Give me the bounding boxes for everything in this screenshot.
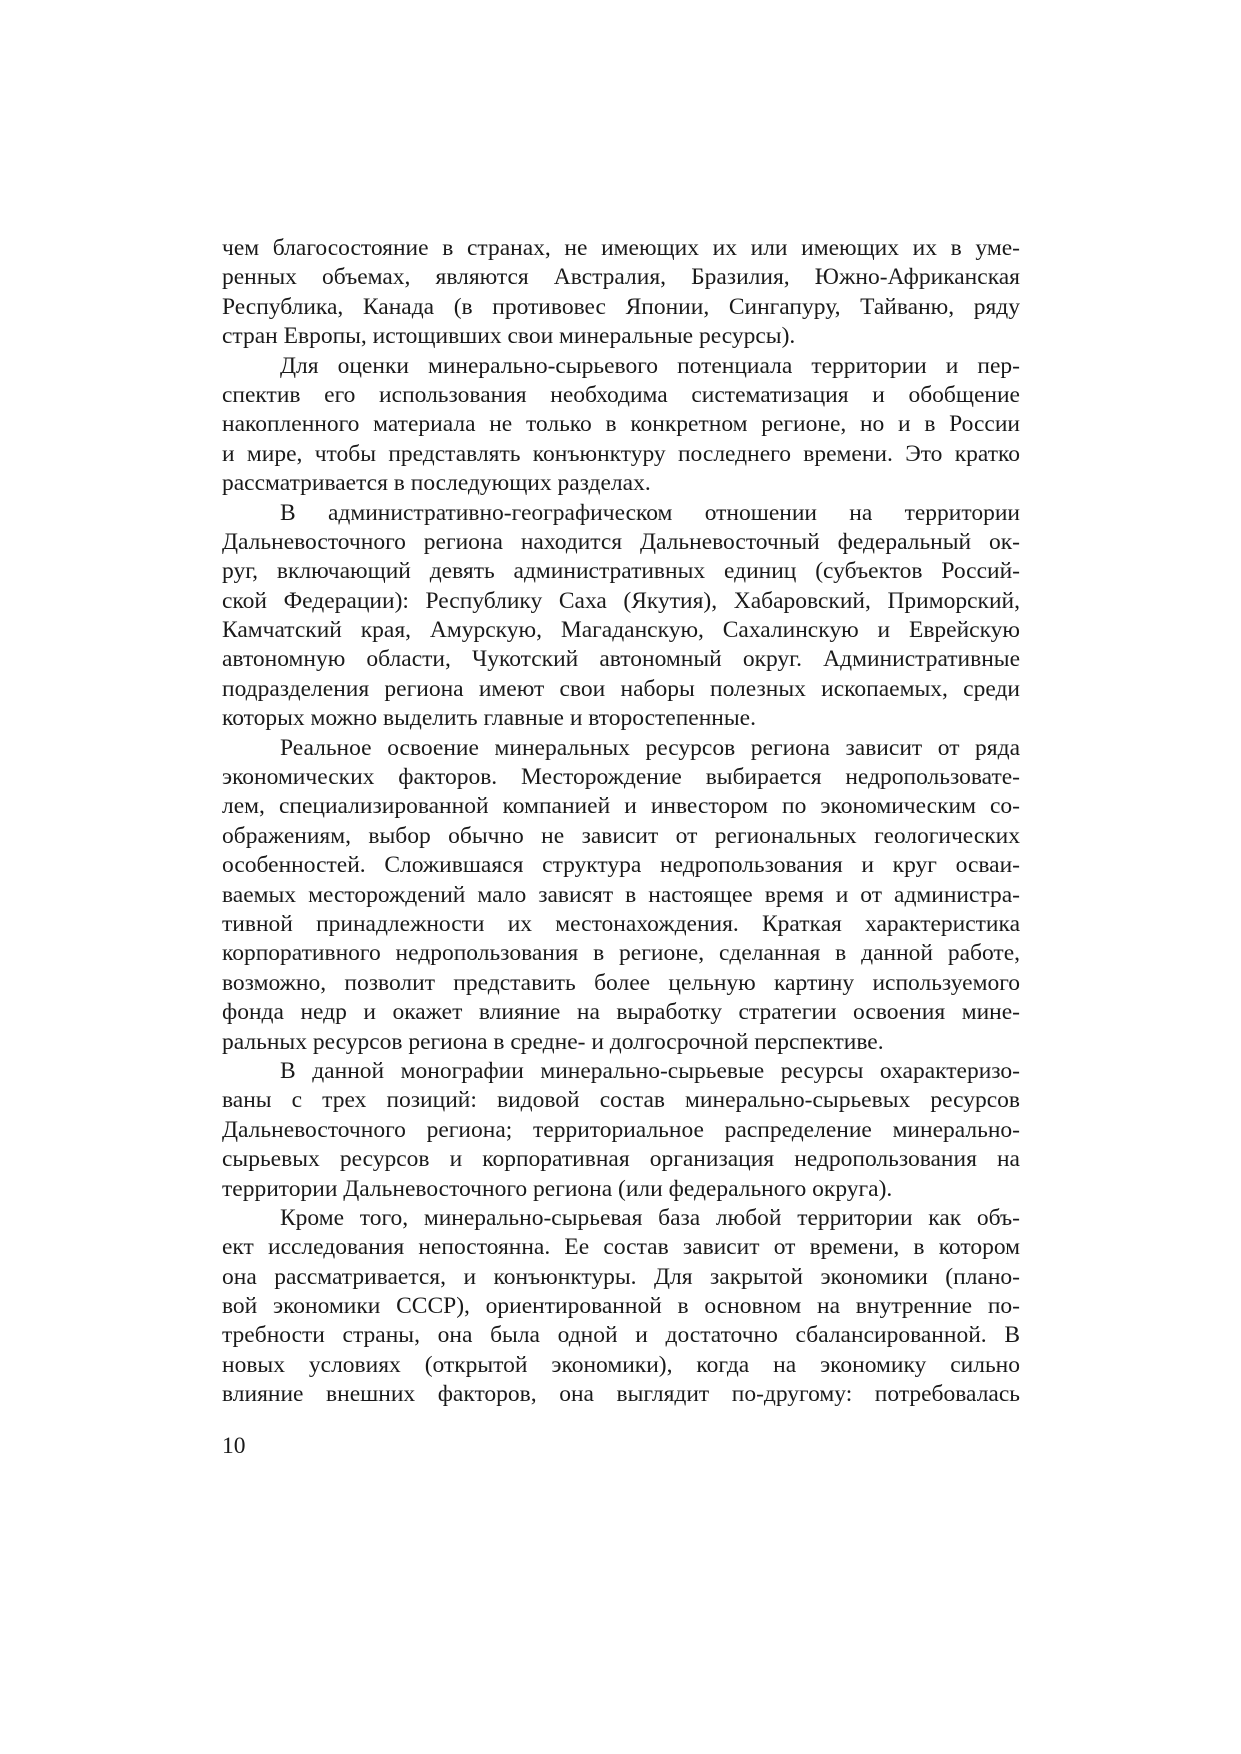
- paragraph-1-line: Республика, Канада (в противовес Японии, Сингапуру, Тайваню, ряду: [222, 293, 1020, 320]
- paragraph-6-line: Кроме того, минерально-сырьевая база любой территории как объ-: [280, 1204, 1020, 1231]
- paragraph-3-line: ской Федерации): Республику Саха (Якутия), Хабаровский, Приморский,: [222, 587, 1020, 614]
- paragraph-4-line: возможно, позволит представить более цельную картину используемого: [222, 969, 1020, 996]
- paragraph-5-line: территории Дальневосточного региона (или федерального округа).: [222, 1175, 893, 1202]
- paragraph-2-line: и мире, чтобы представлять конъюнктуру последнего времени. Это кратко: [222, 440, 1020, 467]
- paragraph-1-line: чем благосостояние в странах, не имеющих их или имеющих их в уме-: [222, 235, 1020, 261]
- paragraph-5-line: Дальневосточного региона; территориальное распределение минерально-: [222, 1116, 1020, 1143]
- paragraph-4-line: особенностей. Сложившаяся структура недропользования и круг осваи-: [222, 852, 1020, 879]
- paragraph-4-line: ральных ресурсов региона в средне- и долгосрочной перспективе.: [222, 1028, 884, 1055]
- paragraph-6-line: новых условиях (открытой экономики), когда на экономику сильно: [222, 1351, 1020, 1378]
- paragraph-3-line: которых можно выделить главные и второстепенные.: [222, 705, 756, 732]
- paragraph-5-line: сырьевых ресурсов и корпоративная организация недропользования на: [222, 1146, 1020, 1173]
- paragraph-4-line: корпоративного недропользования в регионе, сделанная в данной работе,: [222, 940, 1020, 967]
- paragraph-3-line: Камчатский края, Амурскую, Магаданскую, Сахалинскую и Еврейскую: [222, 617, 1020, 644]
- body-text: [222, 234, 1020, 1410]
- paragraph-6-line: она рассматривается, и конъюнктуры. Для закрытой экономики (плано-: [222, 1263, 1020, 1290]
- paragraph-5-line: В данной монографии минерально-сырьевые ресурсы охарактеризо-: [280, 1057, 1020, 1084]
- paragraph-2-line: Для оценки минерально-сырьевого потенциала территории и пер-: [280, 352, 1020, 379]
- paragraph-2-line: накопленного материала не только в конкретном регионе, но и в России: [222, 411, 1020, 438]
- paragraph-4-line: тивной принадлежности их местонахождения. Краткая характеристика: [222, 910, 1020, 937]
- paragraph-1-line: ренных объемах, являются Австралия, Бразилия, Южно-Африканская: [222, 264, 1020, 291]
- paragraph-6-line: ект исследования непостоянна. Ее состав зависит от времени, в котором: [222, 1234, 1020, 1261]
- paragraph-5-line: ваны с трех позиций: видовой состав минерально-сырьевых ресурсов: [222, 1087, 1020, 1114]
- paragraph-4-line: ображениям, выбор обычно не зависит от региональных геологических: [222, 822, 1020, 849]
- paragraph-6-line: требности страны, она была одной и достаточно сбалансированной. В: [222, 1322, 1020, 1349]
- paragraph-4-line: лем, специализированной компанией и инвестором по экономическим со-: [222, 793, 1020, 820]
- paragraph-3-line: автономную области, Чукотский автономный округ. Административные: [222, 646, 1020, 673]
- paragraph-3-line: В административно-географическом отношении на территории: [280, 499, 1020, 526]
- paragraph-2-line: спектив его использования необходима систематизация и обобщение: [222, 381, 1020, 408]
- paragraph-4-line: Реальное освоение минеральных ресурсов региона зависит от ряда: [280, 734, 1020, 761]
- paragraph-4-line: фонда недр и окажет влияние на выработку стратегии освоения мине-: [222, 999, 1020, 1026]
- paragraph-3-line: руг, включающий девять административных единиц (субъектов Россий-: [222, 558, 1020, 585]
- page-number: 10: [222, 1433, 246, 1459]
- paragraph-1-line: стран Европы, истощивших свои минеральные ресурсы).: [222, 323, 796, 350]
- paragraph-4-line: экономических факторов. Месторождение выбирается недропользовате-: [222, 764, 1020, 791]
- paragraph-2-line: рассматривается в последующих разделах.: [222, 470, 651, 497]
- paragraph-4-line: ваемых месторождений мало зависят в настоящее время и от администра-: [222, 881, 1020, 908]
- paragraph-6-line: вой экономики СССР), ориентированной в основном на внутренние по-: [222, 1293, 1020, 1320]
- paragraph-6-line: влияние внешних факторов, она выглядит по-другому: потребовалась: [222, 1381, 1020, 1408]
- paragraph-3-line: подразделения региона имеют свои наборы полезных ископаемых, среди: [222, 675, 1020, 702]
- paragraph-3-line: Дальневосточного региона находится Дальневосточный федеральный ок-: [222, 528, 1020, 555]
